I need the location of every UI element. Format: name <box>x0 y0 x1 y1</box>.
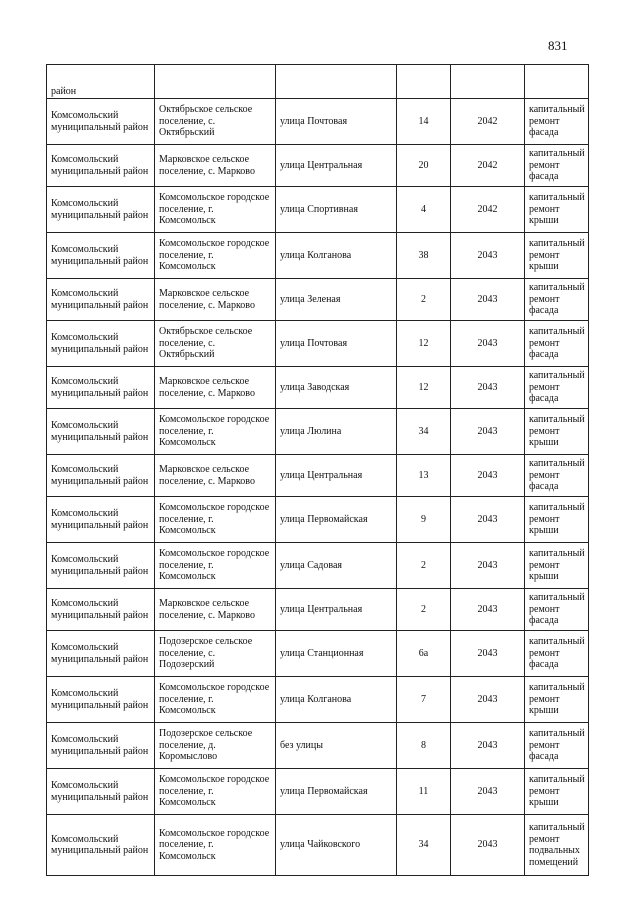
settlement-cell: Комсомольское городское поселение, г. Комсомольск <box>155 187 276 233</box>
table-row <box>47 409 589 455</box>
work-cell <box>525 65 589 99</box>
district-cell: Комсомольский муниципальный район <box>47 589 155 631</box>
work-cell: капитальный ремонт фасада <box>525 321 589 367</box>
house-cell: 9 <box>397 497 451 543</box>
district-cell: Комсомольский муниципальный район <box>47 543 155 589</box>
district-cell: Комсомольский муниципальный район <box>47 187 155 233</box>
settlement-cell: Комсомольское городское поселение, г. Комсомольск <box>155 769 276 815</box>
table-row <box>47 455 589 497</box>
year-cell: 2043 <box>451 233 525 279</box>
settlement-cell: Октябрьское сельское поселение, с. Октябрьский <box>155 99 276 145</box>
year-cell: 2043 <box>451 815 525 876</box>
repair-schedule-table <box>46 64 589 876</box>
district-cell: Комсомольский муниципальный район <box>47 815 155 876</box>
settlement-cell: Комсомольское городское поселение, г. Комсомольск <box>155 409 276 455</box>
street-cell: улица Садовая <box>276 543 397 589</box>
settlement-cell: Комсомольское городское поселение, г. Комсомольск <box>155 497 276 543</box>
street-cell: улица Почтовая <box>276 321 397 367</box>
house-cell: 4 <box>397 187 451 233</box>
table-row <box>47 367 589 409</box>
district-cell: Комсомольский муниципальный район <box>47 279 155 321</box>
house-cell: 12 <box>397 367 451 409</box>
district-cell: Комсомольский муниципальный район <box>47 497 155 543</box>
street-cell: улица Заводская <box>276 367 397 409</box>
street-cell: без улицы <box>276 723 397 769</box>
house-cell: 20 <box>397 145 451 187</box>
district-cell: Комсомольский муниципальный район <box>47 367 155 409</box>
work-cell: капитальный ремонт фасада <box>525 723 589 769</box>
table-row <box>47 543 589 589</box>
table-row-continued <box>47 65 589 99</box>
table-row <box>47 589 589 631</box>
street-cell: улица Колганова <box>276 233 397 279</box>
house-cell: 34 <box>397 815 451 876</box>
work-cell: капитальный ремонт фасада <box>525 145 589 187</box>
district-cell: Комсомольский муниципальный район <box>47 631 155 677</box>
settlement-cell: Комсомольское городское поселение, г. Комсомольск <box>155 543 276 589</box>
house-cell: 38 <box>397 233 451 279</box>
house-cell: 2 <box>397 589 451 631</box>
district-cell: Комсомольский муниципальный район <box>47 409 155 455</box>
settlement-cell: Подозерское сельское поселение, с. Подозерский <box>155 631 276 677</box>
settlement-cell: Марковское сельское поселение, с. Марково <box>155 367 276 409</box>
street-cell: улица Зеленая <box>276 279 397 321</box>
work-cell: капитальный ремонт крыши <box>525 187 589 233</box>
year-cell: 2043 <box>451 455 525 497</box>
year-cell: 2043 <box>451 321 525 367</box>
table-row <box>47 497 589 543</box>
settlement-cell: Марковское сельское поселение, с. Марково <box>155 589 276 631</box>
table-row <box>47 321 589 367</box>
street-cell: улица Люлина <box>276 409 397 455</box>
work-cell: капитальный ремонт крыши <box>525 769 589 815</box>
year-cell: 2043 <box>451 589 525 631</box>
table-row <box>47 187 589 233</box>
work-cell: капитальный ремонт фасада <box>525 99 589 145</box>
district-cell: Комсомольский муниципальный район <box>47 723 155 769</box>
work-cell: капитальный ремонт крыши <box>525 677 589 723</box>
street-cell: улица Колганова <box>276 677 397 723</box>
year-cell: 2043 <box>451 631 525 677</box>
year-cell <box>451 65 525 99</box>
table-row <box>47 677 589 723</box>
house-cell: 11 <box>397 769 451 815</box>
work-cell: капитальный ремонт фасада <box>525 589 589 631</box>
year-cell: 2043 <box>451 677 525 723</box>
street-cell: улица Центральная <box>276 589 397 631</box>
year-cell: 2043 <box>451 723 525 769</box>
table-row <box>47 145 589 187</box>
year-cell: 2042 <box>451 145 525 187</box>
work-cell: капитальный ремонт подвальных помещений <box>525 815 589 876</box>
year-cell: 2043 <box>451 409 525 455</box>
district-cell: Комсомольский муниципальный район <box>47 677 155 723</box>
table-row <box>47 723 589 769</box>
district-cell: Комсомольский муниципальный район <box>47 99 155 145</box>
year-cell: 2042 <box>451 187 525 233</box>
year-cell: 2043 <box>451 497 525 543</box>
house-cell <box>397 65 451 99</box>
page-number: 831 <box>548 38 568 53</box>
work-cell: капитальный ремонт фасада <box>525 631 589 677</box>
street-cell: улица Центральная <box>276 145 397 187</box>
work-cell: капитальный ремонт крыши <box>525 409 589 455</box>
work-cell: капитальный ремонт фасада <box>525 367 589 409</box>
house-cell: 6а <box>397 631 451 677</box>
house-cell: 2 <box>397 279 451 321</box>
street-cell: улица Центральная <box>276 455 397 497</box>
year-cell: 2042 <box>451 99 525 145</box>
work-cell: капитальный ремонт крыши <box>525 233 589 279</box>
district-cell: Комсомольский муниципальный район <box>47 233 155 279</box>
district-cell: Комсомольский муниципальный район <box>47 321 155 367</box>
street-cell: улица Первомайская <box>276 497 397 543</box>
year-cell: 2043 <box>451 769 525 815</box>
house-cell: 13 <box>397 455 451 497</box>
street-cell: улица Почтовая <box>276 99 397 145</box>
table-row <box>47 233 589 279</box>
house-cell: 12 <box>397 321 451 367</box>
settlement-cell: Марковское сельское поселение, с. Марково <box>155 279 276 321</box>
house-cell: 14 <box>397 99 451 145</box>
settlement-cell: Комсомольское городское поселение, г. Комсомольск <box>155 233 276 279</box>
district-cell: Комсомольский муниципальный район <box>47 769 155 815</box>
settlement-cell <box>155 65 276 99</box>
table-row <box>47 769 589 815</box>
settlement-cell: Марковское сельское поселение, с. Марково <box>155 145 276 187</box>
year-cell: 2043 <box>451 279 525 321</box>
street-cell <box>276 65 397 99</box>
settlement-cell: Комсомольское городское поселение, г. Комсомольск <box>155 815 276 876</box>
table-row <box>47 99 589 145</box>
street-cell: улица Станционная <box>276 631 397 677</box>
street-cell: улица Чайковского <box>276 815 397 876</box>
district-cell: район <box>47 65 155 99</box>
table-row <box>47 815 589 876</box>
house-cell: 34 <box>397 409 451 455</box>
year-cell: 2043 <box>451 367 525 409</box>
district-cell: Комсомольский муниципальный район <box>47 145 155 187</box>
street-cell: улица Спортивная <box>276 187 397 233</box>
table-row <box>47 279 589 321</box>
house-cell: 7 <box>397 677 451 723</box>
house-cell: 2 <box>397 543 451 589</box>
year-cell: 2043 <box>451 543 525 589</box>
settlement-cell: Марковское сельское поселение, с. Марково <box>155 455 276 497</box>
work-cell: капитальный ремонт фасада <box>525 279 589 321</box>
work-cell: капитальный ремонт фасада <box>525 455 589 497</box>
house-cell: 8 <box>397 723 451 769</box>
settlement-cell: Октябрьское сельское поселение, с. Октябрьский <box>155 321 276 367</box>
work-cell: капитальный ремонт крыши <box>525 497 589 543</box>
district-cell: Комсомольский муниципальный район <box>47 455 155 497</box>
street-cell: улица Первомайская <box>276 769 397 815</box>
settlement-cell: Комсомольское городское поселение, г. Комсомольск <box>155 677 276 723</box>
table-row <box>47 631 589 677</box>
settlement-cell: Подозерское сельское поселение, д. Коромыслово <box>155 723 276 769</box>
work-cell: капитальный ремонт крыши <box>525 543 589 589</box>
